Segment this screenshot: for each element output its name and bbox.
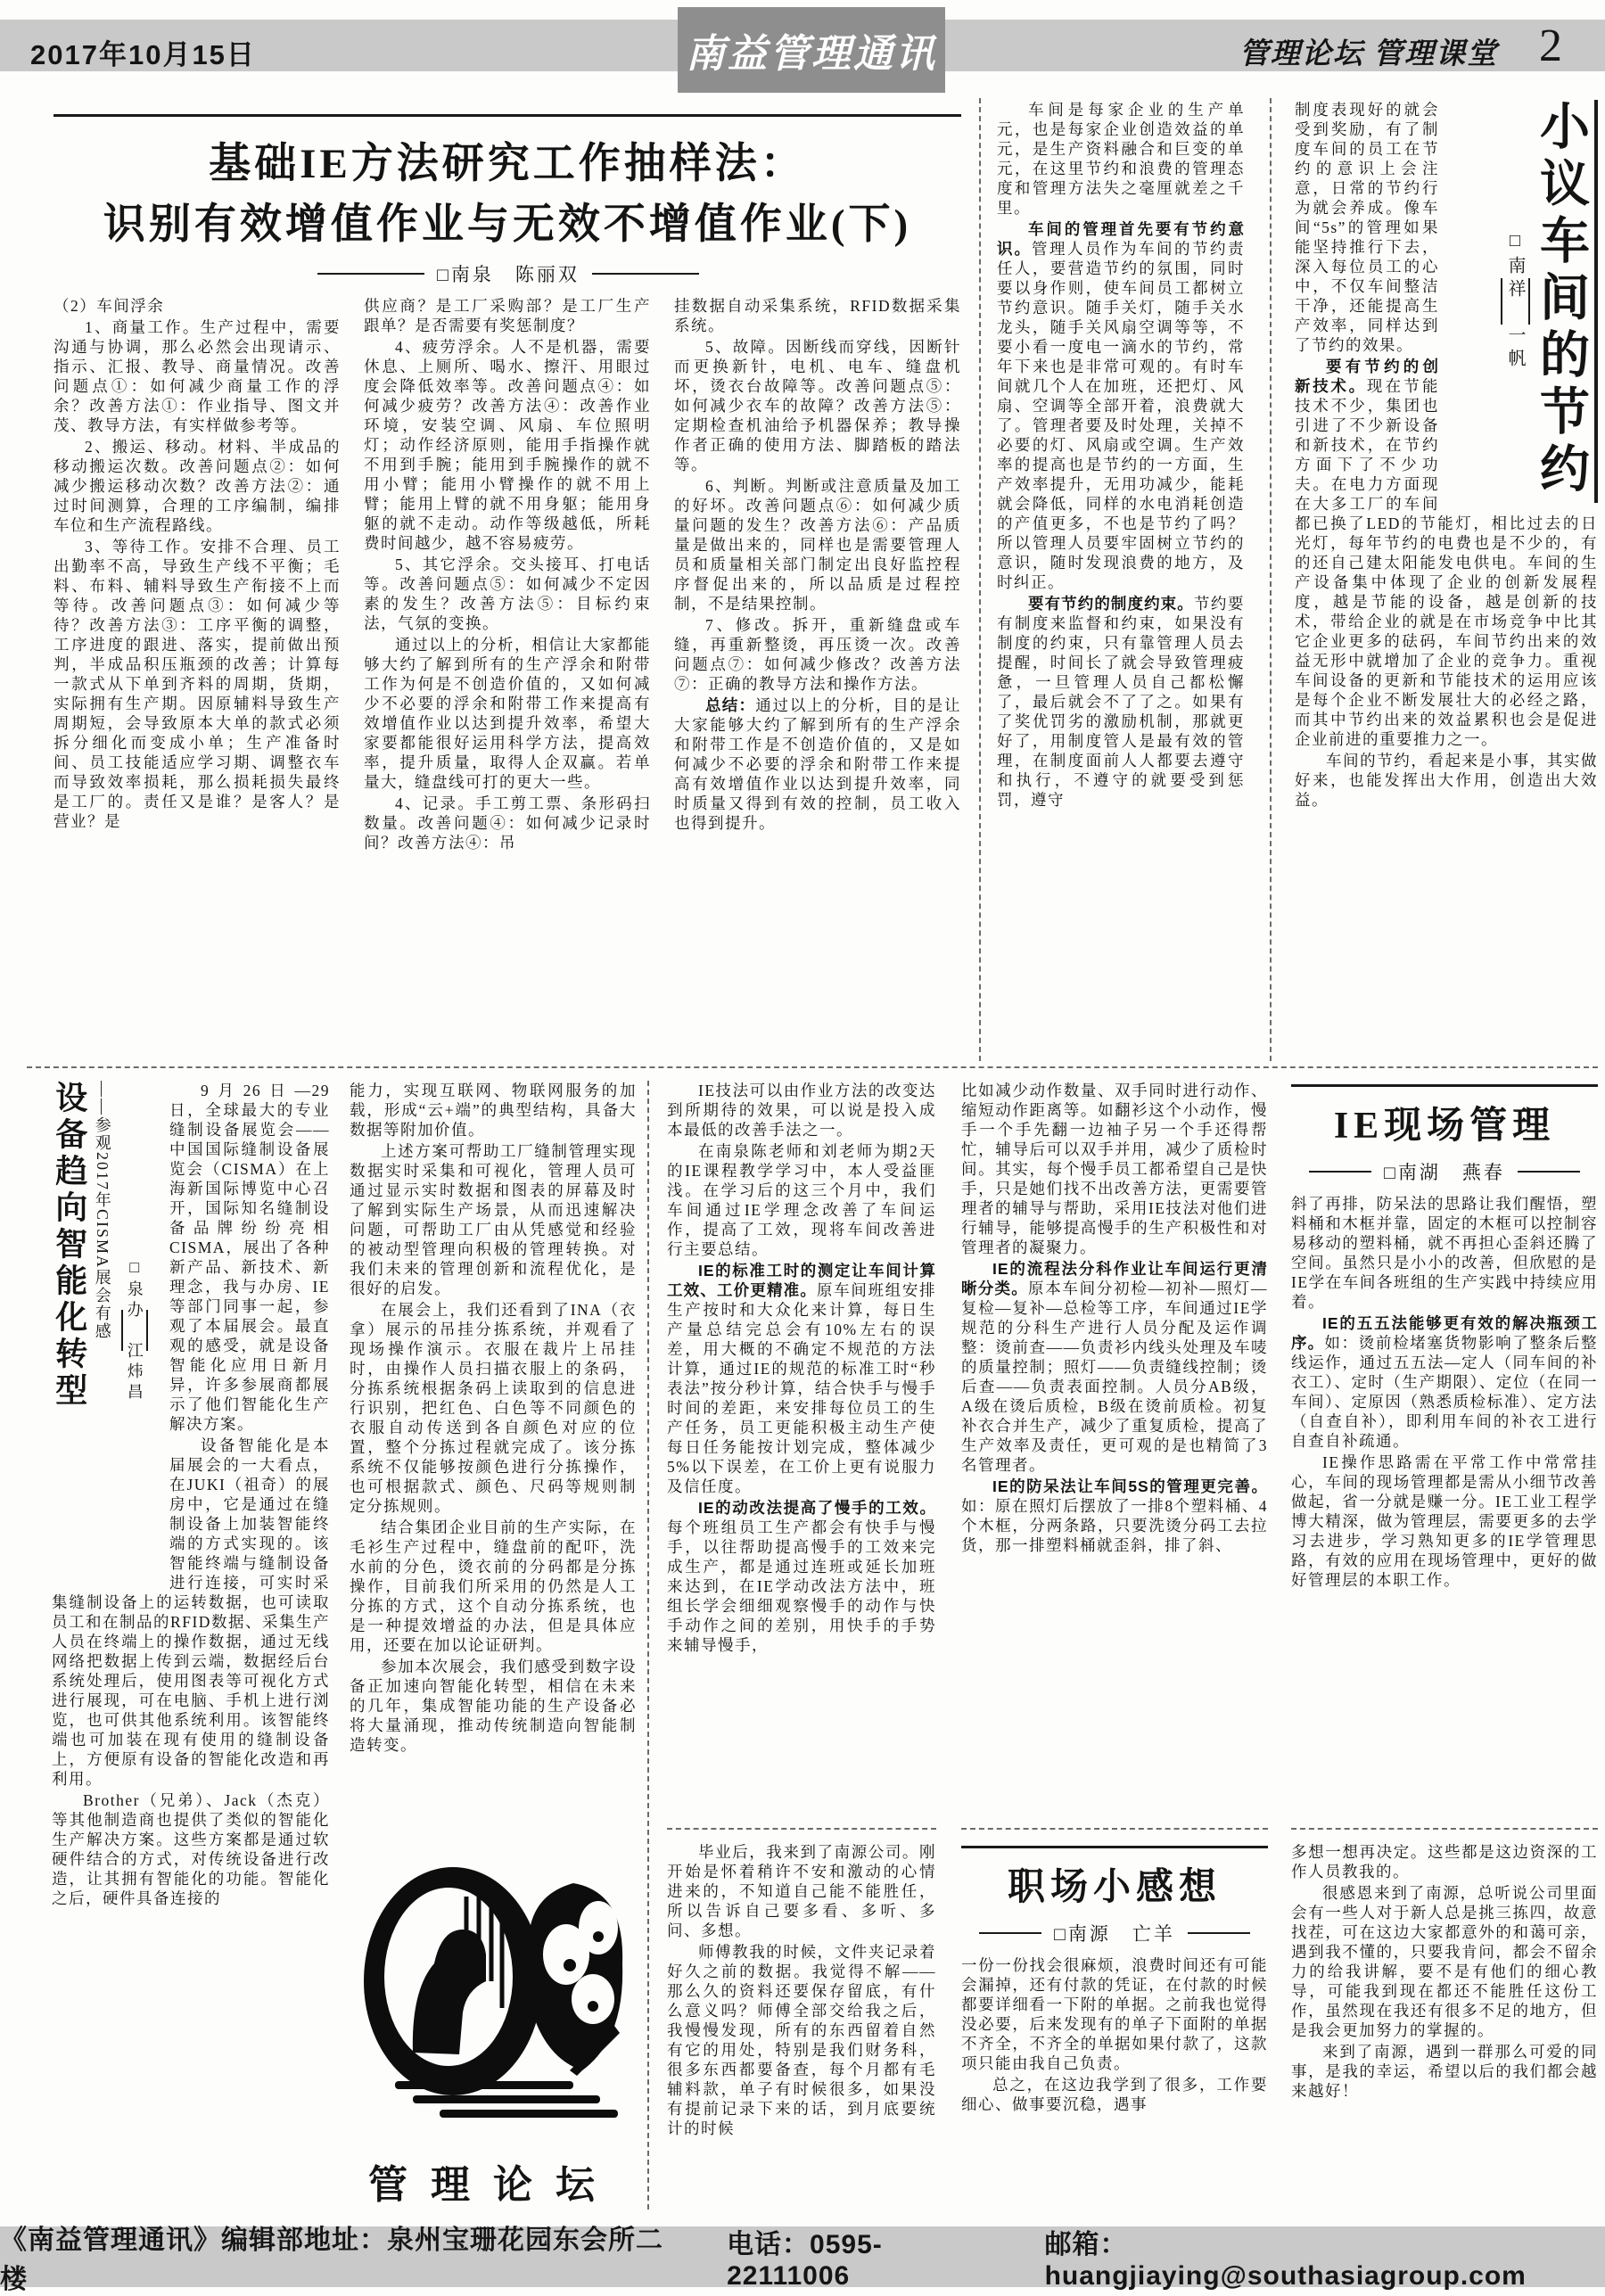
paragraph: IE的标准工时的测定让车间计算工效、工价更精准。原车间班组安排生产按时和大众化来计算，每日生产量总结完总会有10%左右的误差，用大概的不确定不规范的方法计算，通过IE的规范的标准工时“秒表法”按分秒计算，结合快手与慢手时间的差距，来安排每位员工的生产任务，员工更能积极主动生产使每日任务能按计划完成，整体减少5%以下误差，在工价上更有说服力及信任度。 — [667, 1262, 936, 1495]
paragraph: 2、搬运、移动。材料、半成品的移动搬运次数。改善问题点②：如何减少搬运移动次数？改善方法②：通过时间测算，合理的工序编制，编排车位和生产流程路线。 — [54, 438, 341, 534]
byline-text: □南源 亡羊 — [1054, 1923, 1175, 1945]
paragraph: 很感恩来到了南源，总听说公司里面会有一些人对于新人总是挑三拣四，故意找茬，可在这边大家都意外的和蔼可亲，遇到我不懂的，只要我肯问，都会不留余力的给我讲解，要不是有他们的细心教导，可能我到现在都还不能胜任这份工作，虽然现在我还有很多不足的地方，但是我会更加努力的掌握的。 — [1291, 1884, 1598, 2039]
section-label: 管理论坛 管理课堂 — [1239, 38, 1498, 70]
footer-address: 《南益管理通讯》编辑部地址：泉州宝珊花园东会所二楼 — [0, 2226, 663, 2294]
paragraph: 毕业后，我来到了南源公司。刚开始是怀着稍许不安和激动的心情进来的，不知道自己能不能胜任，所以告诉自己要多看、多听、多问、多想。 — [667, 1843, 936, 1939]
byline-rule-left — [317, 273, 424, 275]
byline-rule-left — [1309, 1171, 1371, 1173]
byline-rule-bottom — [1501, 278, 1502, 325]
main-article-column-3 — [674, 296, 961, 1056]
byline-rule-right — [1188, 1932, 1250, 1934]
byline-rule-bottom — [121, 1310, 123, 1351]
page-number: 2 — [1539, 21, 1562, 71]
workplace-article-column-1 — [667, 1842, 936, 2199]
main-article-byline — [294, 260, 722, 287]
byline-text: □泉办 江炜昌 — [125, 1257, 144, 1403]
byline-rule-top — [146, 1310, 148, 1351]
paragraph: 车间是每家企业的生产单元，也是每家企业创造效益的单元，是生产资料融合和巨变的单元，在这里节约和浪费的管理态度和管理方法失之毫厘就差之千里。 — [997, 101, 1245, 217]
paragraph: 要有节约的制度约束。节约要有制度来监督和约束，如果没有制度的约束，只有靠管理人员去提醒，时间长了就会导致管理疲惫，一旦管理人员自己都松懈了，最后就会不了了之。如果有了奖优罚劣的激励机制，那就更好了，用制度管人是最有效的管理，在制度面前人人都要去遵守和执行，不遵守的就要受到惩罚，遵守 — [997, 595, 1245, 809]
paragraph: 能力，实现互联网、物联网服务的加载，形成“云+端”的典型结构，具备大数据等附加价值。 — [350, 1082, 637, 1139]
paragraph: 7、修改。拆开，重新缝盘或车缝，再重新整烫，再压烫一次。改善问题点⑦：如何减少修改？改善方法⑦：正确的教导方法和操作方法。 — [674, 616, 961, 693]
byline-rule-right — [1518, 1171, 1580, 1173]
paragraph: 参加本次展会，我们感受到数字设备正加速向智能化转型，相信在未来的几年，集成智能功能的生产设备必将大量涌现，推动传统制造向智能制造转变。 — [350, 1658, 637, 1754]
paragraph: 在南泉陈老师和刘老师为期2天的IE课程教学学习中，本人受益匪浅。在学习后的这三个月中，我们车间通过IE学理念改善了车间运作，提高了工效，现将车间改善进行主要总结。 — [667, 1142, 936, 1258]
workplace-article-block — [961, 1842, 1268, 2199]
column-divider-dashed — [1270, 98, 1272, 1061]
paragraph: 来到了南源，遇到一群那么可爱的同事，是我的幸运，希望以后的我们都会越来越好！ — [1291, 2043, 1598, 2100]
cisma-article-title-block — [52, 1081, 157, 1580]
footer-bar — [0, 2226, 1605, 2294]
main-article-title-line2: 识别有效增值作业与无效不增值作业(下) — [103, 202, 912, 248]
main-article-body — [54, 296, 961, 1056]
paragraph: 结合集团企业目前的生产实际，在毛衫生产过程中，缝盘前的配吓，洗水前的分色，烫衣前的分码都是分拣操作，目前我们所采用的仍然是人工分拣的方式，这个自动分拣系统，也是一种提效增益的办法，但是具体应用，还要在加以论证研判。 — [350, 1518, 637, 1654]
byline-rule-left — [979, 1932, 1041, 1934]
paragraph: 多想一想再决定。这些都是这边资深的工作人员教我的。 — [1291, 1843, 1598, 1880]
paragraph: 3、等待工作。安排不合理、员工出勤率不高，导致生产线不平衡；毛料、布料、辅料导致生产衔接不上而等待。改善问题点③：如何减少等待？改善方法③：工序平衡的调整，工序进度的跟进、落实，提前做出预判，半成品积压瓶颈的改善；计算每一款式从下单到齐料的周期，货期，实际拥有生产期。因原辅料导致生产周期短，会导致原本大单的款式必须拆分细化而变成小单；生产准备时间、员工技能适应学习期、调整衣车而导致效率损耗，那么损耗损失最终是工厂的。责任又是谁？是客人？是营业？是 — [54, 538, 341, 830]
paragraph: 车间的管理首先要有节约意识。管理人员作为车间的节约责任人，要营造节约的氛围，同时要以身作则，使车间员工都树立节约意识。随手关灯，随手关水龙头，随手关风扇空调等等，不要小看一度电一滴水的节约，常年下来也是非常可观的。有时车间就几个人在加班，还把灯、风扇、空调等全部开着，浪费就大了。管理者要及时处理，关掉不必要的灯、风扇或空调。生产效率的提高也是节约的一方面，生产效率提升，无用功减少，能耗就会降低，同样的水电消耗创造的产值更多，不也是节约了吗？所以管理人员要牢固树立节约的意识，随时发现浪费的地方，及时纠正。 — [997, 220, 1245, 591]
issue-date: 2017年10月15日 — [30, 39, 256, 70]
cisma-article-title: 设备趋向智能化转型 — [52, 1081, 87, 1410]
paragraph: 设备智能化是本届展会的一大看点，在JUKI（祖奇）的展房中，它是通过在缝制设备上加装智能终端的方式实现的。该智能终端与缝制设备进行连接，可实时采集缝制设备上的运转数据，也可读取员工和在制品的RFID数据、采集生产人员在终端上的操作数据，通过无线网络把数据上传到云端，数据经后台系统处理后，使用图表等可视化方式进行展现，可在电脑、手机上进行浏览，也可供其他系统利用。该智能终端也可加装在现有使用的缝制设备上，方便原有设备的智能化改造和再利用。 — [52, 1436, 330, 1788]
paragraph: 制度表现好的就会受到奖励，有了制度车间的员工在节约的意识上会注意，日常的节约行为就会养成。像车间“5s”的管理如果能坚持推行下去，深入每位员工的心中，不仅车间整洁干净，还能提高生产效率，同样达到了节约的效果。 — [1295, 101, 1439, 354]
saving-article-column-1 — [997, 100, 1245, 1056]
paragraph: Brother（兄弟）、Jack（杰克）等其他制造商也提供了类似的智能化生产解决方案。这些方案都是通过软硬件结合的方式，对传统设备进行改造，让其拥有智能化的功能。智能化之后，硬件具备连接的 — [52, 1791, 330, 1907]
paragraph: 5、故障。因断线而穿线，因断针而更换新针，电机、电车、缝盘机坏，烫衣台故障等。改善问题点⑤：如何减少衣车的故障？改善方法⑤：定期检查机油给予机器保养；教导操作者正确的使用方法、脚踏板的踏法等。 — [674, 338, 961, 473]
band-divider-dashed — [961, 1828, 1268, 1830]
paragraph: 师傅教我的时候，文件夹记录着好久之前的数据。我觉得不解——那么久的资料还要保存留底，有什么意义吗？师傅全部交给我之后，我慢慢发现，所有的东西留着自然有它的用处，特别是我们财务科，很多东西都要备查，每个月都有毛辅料款，单子有时候很多，如果没有提前记录下来的话，到月底要统计的时候 — [667, 1943, 936, 2137]
paragraph: 比如减少动作数量、双手同时进行动作、缩短动作距离等。如翻衫这个小动作，慢手一个手先翻一边袖子另一个手还得帮忙，辅导后可以双手并用，减少了质检时间。其实，每个慢手员工都希望自己是快手，只是她们找不出改善方法，更需要管理者的辅导与帮助，采用IE技法对他们进行辅导，能够提高慢手的生产积极性和对管理者的凝聚力。 — [961, 1082, 1268, 1256]
main-article-top-rule — [54, 114, 961, 117]
ie-article-column-3 — [1291, 1194, 1598, 1590]
footer-email: 邮箱：huangjiaying@southasiagroup.com — [1044, 2230, 1527, 2291]
byline-rule-right — [592, 273, 699, 275]
paragraph: 车间的节约，看起来是小事，其实做好来，也能发挥出大作用，创造出大效益。 — [1295, 752, 1598, 809]
paragraph: 4、记录。手工剪工票、条形码扫数量。改善问题④：如何减少记录时间？改善方法④：吊 — [364, 794, 651, 852]
band-divider-dashed — [1291, 1828, 1598, 1830]
footer-phone: 电话：0595-22111006 — [727, 2230, 883, 2291]
management-forum-woodcut — [350, 1842, 637, 2210]
workplace-article-byline — [961, 1920, 1268, 1946]
workplace-article-column-3 — [1291, 1842, 1598, 2199]
paragraph: 总结：通过以上的分析，目的是让大家能够大约了解到所有的生产浮余和附带工作是不创造价值的，又是如何减少不必要的浮余和附带工作来提高有效增值作业以达到提升效率，同时质量又得到有效的控制，员工收入也得到提升。 — [674, 696, 961, 832]
bottom-column-5 — [1291, 1081, 1598, 2210]
column-divider-dashed — [647, 1081, 649, 2210]
workplace-title-rule — [961, 1846, 1268, 1848]
paragraph: 通过以上的分析，相信让大家都能够大约了解到所有的生产浮余和附带工作为何是不创造价值的，又如何减少不必要的浮余和附带工作来提高有效增值作业以达到提升效率，希望大家要都能很好运用科学方法，提高效率，提升质量，取得人企双赢。若单量大，缝盘线可打的更大一些。 — [364, 636, 651, 791]
paragraph: 1、商量工作。生产过程中，需要沟通与协调，那么必然会出现请示、指示、汇报、教导、商量情况。改善问题点①：如何减少商量工作的浮余？改善方法①：作业指导、图文并茂、教导方法，有实样做参考等。 — [54, 318, 341, 434]
byline-text: □南祥 一帆 — [1505, 231, 1525, 372]
cisma-article-byline — [121, 1081, 148, 1580]
bottom-column-4 — [961, 1081, 1268, 2210]
band-divider-dashed — [667, 1828, 936, 1830]
workplace-article-title: 职场小感想 — [1007, 1867, 1222, 1908]
paragraph: 5、其它浮余。交头接耳、打电话等。改善问题点⑤：如何减少不定因素的发生？改善方法⑤：目标约束法，气氛的变换。 — [364, 555, 651, 632]
byline-text: □南泉 陈丽双 — [437, 264, 580, 285]
paragraph: 供应商？是工厂采购部？是工厂生产跟单？是否需要有奖惩制度？ — [364, 297, 651, 334]
workplace-article-column-2 — [961, 1955, 1268, 2114]
paragraph: 4、疲劳浮余。人不是机器，需要休息、上厕所、喝水、擦汗、用眼过度会降低效率等。改善问题点④：如何减少疲劳？改善方法④：改善作业环境，安装空调、风扇、车位照明灯；动作经济原则，能用手指操作就不用到手腕；能用到手腕操作的就不用小臂；能用小臂操作的就不用上臂；能用上臂的就不用身躯；能用身躯的就不走动。动作等级越低，所耗费时间越少，越不容易疲劳。 — [364, 338, 651, 552]
paragraph: 总之，在这边我学到了很多，工作要细心、做事要沉稳，遇事 — [961, 2076, 1268, 2113]
section-divider-dashed — [27, 1066, 1598, 1068]
paragraph: IE的流程法分科作业让车间运行更清晰分类。原本车间分初检—初补—照灯—复检—复补—总检等工序，车间通过IE学规范的分科生产进行人员分配及运作调整：烫前查——负责衫内线头处理及车唛的质量控制；照灯——负责缝线控制；烫后查——负责表面控制。人员分AB级，A级在烫后质检，B级在烫前质检。初复补衣合并生产，减少了重复质检，提高了生产效率及责任，更可观的是也精简了3名管理者。 — [961, 1260, 1268, 1474]
main-article-column-2 — [364, 296, 651, 1056]
paragraph: 斜了再排，防呆法的思路让我们醒悟，塑料桶和木框并靠，固定的木框可以控制容易移动的塑料桶，就不再担心歪斜还腾了空间。虽然只是小小的改善，但欣慰的是IE学在车间各班组的生产实践中持续应用着。 — [1291, 1195, 1598, 1311]
woodcut-caption: 管理论坛 — [368, 2163, 618, 2207]
paragraph: （2）车间浮余 — [54, 297, 165, 315]
saving-article-byline — [1501, 100, 1530, 503]
ie-title-rule — [1291, 1084, 1598, 1087]
ie-article-block — [1291, 1081, 1598, 1828]
column-divider-dashed — [979, 98, 981, 1061]
main-article-title-line1: 基础IE方法研究工作抽样法： — [209, 141, 806, 187]
paragraph: IE技法可以由作业方法的改变达到所期待的效果，可以说是投入成本最低的改善手法之一。 — [667, 1082, 936, 1139]
paragraph: 一份一份找会很麻烦，浪费时间还有可能会漏掉，还有付款的凭证，在付款的时候都要详细看一下附的单据。之前我也觉得没必要，后来发现有的单子下面附的单据不齐全，不齐全的单据如果付款了，这款项只能由我自己负责。 — [961, 1956, 1268, 2072]
paragraph: IE的五五法能够更有效的解决瓶颈工序。如：烫前检堵塞货物影响了整条后整线运作，通过五五法—定人（同车间的补衣工）、定时（生产期限）、定位（在同一车间）、定原因（熟悉质检标准）、定方法（自查自补），即利用车间的补衣工进行自查自补疏通。 — [1291, 1314, 1598, 1450]
cisma-article-subtitle: ——参观2017年CISMA展会有感 — [93, 1081, 111, 1341]
paragraph: 要有节约的创新技术。现在节能技术不少，集团也引进了不少新设备和新技术，在节约方面下了不少功夫。在电力方面现在大多工厂的车间都已换了LED的节能灯，相比过去的日光灯，每年节约的电费也是不少的，有的还自己建太阳能发电供电。车间的生产设备集中体现了企业的创新发展程度，越是节能的设备，越是创新的技术，带给企业的就是在市场竞争中比其它企业更多的砝码，车间节约出来的效益无形中就增加了企业的竞争力。重视车间设备的更新和节能技术的运用应该是每个企业不断发展壮大的必经之路，而其中节约出来的效益累积也会是促进企业前进的重要推力之一。 — [1295, 358, 1598, 748]
byline-text: □南湖 燕春 — [1384, 1162, 1505, 1183]
ie-article-byline — [1291, 1158, 1598, 1185]
cisma-article-column-2 — [350, 1081, 637, 2210]
saving-article-column-2 — [1295, 100, 1598, 1056]
paragraph: 9月26日—29日，全球最大的专业缝制设备展览会——中国国际缝制设备展览会（CISMA）在上海新国际博览中心召开，国际知名缝制设备品牌纷纷亮相CISMA，展出了各种新产品、新技术、新理念，我与办房、IE等部门同事一起，参观了本届展会。最直观的感受，就是设备智能化应用日新月异，许多参展商都展示了他们智能化生产解决方案。 — [169, 1082, 330, 1433]
cisma-article-column-1 — [52, 1081, 330, 2210]
paragraph: IE操作思路需在平常工作中常常挂心，车间的现场管理都是需从小细节改善做起，省一分就是赚一分。IE工业工程学博大精深，做为管理层，需要更多的去学习去进步，学习熟知更多的IE学管理思路，有效的应用在现场管理中，更好的做好管理层的本职工作。 — [1291, 1453, 1598, 1589]
woodcut-illustration — [359, 1847, 627, 2151]
ie-article-title: IE现场管理 — [1333, 1106, 1556, 1147]
paragraph: 上述方案可帮助工厂缝制管理实现数据实时采集和可视化，管理人员可通过显示实时数据和图表的屏幕及时了解到实际生产场景，从而迅速解决问题，可帮助工厂由从凭感觉和经验的被动型管理向积极的管理转换。对我们未来的管理创新和流程优化，是很好的启发。 — [350, 1142, 637, 1297]
paragraph: 6、判断。判断或注意质量及加工的好坏。改善问题点⑥：如何减少质量问题的发生？改善方法⑥：产品质量是做出来的，同样也是需要管理人员和质量相关部门制定出良好监控程序督促出来的，所以品质是过程控制，不是结果控制。 — [674, 477, 961, 613]
masthead-title: 南益管理通讯 — [686, 32, 937, 76]
bottom-column-3 — [667, 1081, 936, 2210]
ie-article-column-1 — [667, 1081, 936, 1828]
ie-article-column-2 — [961, 1081, 1268, 1828]
paragraph: IE的防呆法让车间5S的管理更完善。如：原在照灯后摆放了一排8个塑料桶、4个木框，分两条路，只要洗烫分码工去拉货，那一排塑料桶就歪斜，排了斜、 — [961, 1477, 1268, 1554]
cisma-article-text-continued — [350, 1081, 637, 1842]
saving-article-title-block — [1450, 100, 1598, 503]
main-article-column-1 — [54, 296, 341, 1056]
paragraph: IE的动改法提高了慢手的工效。每个班组员工生产都会有快手与慢手，以往帮助提高慢手的工效来完成生产，都是通过连班或延长加班来达到，在IE学动改法方法中，班组长学会细细观察慢手的动作与快手动作之间的差别，用快手的手势来辅导慢手， — [667, 1499, 936, 1654]
byline-rule-top — [1528, 278, 1530, 325]
saving-article-title: 小议车间的节约 — [1533, 100, 1588, 499]
paragraph: 挂数据自动采集系统，RFID数据采集系统。 — [674, 297, 961, 334]
masthead-box — [678, 7, 945, 93]
paragraph: 在展会上，我们还看到了INA（衣拿）展示的吊挂分拣系统，并观看了现场操作演示。衣服在裁片上吊挂时，由操作人员扫描衣服上的条码，分拣系统根据条码上读取到的信息进行识别，把红色、白色等不同颜色的衣服自动传送到各自颜色对应的位置，整个分拣过程就完成了。该分拣系统不仅能够按颜色进行分拣操作，也可根据款式、颜色、尺码等规则制定分拣规则。 — [350, 1301, 637, 1515]
